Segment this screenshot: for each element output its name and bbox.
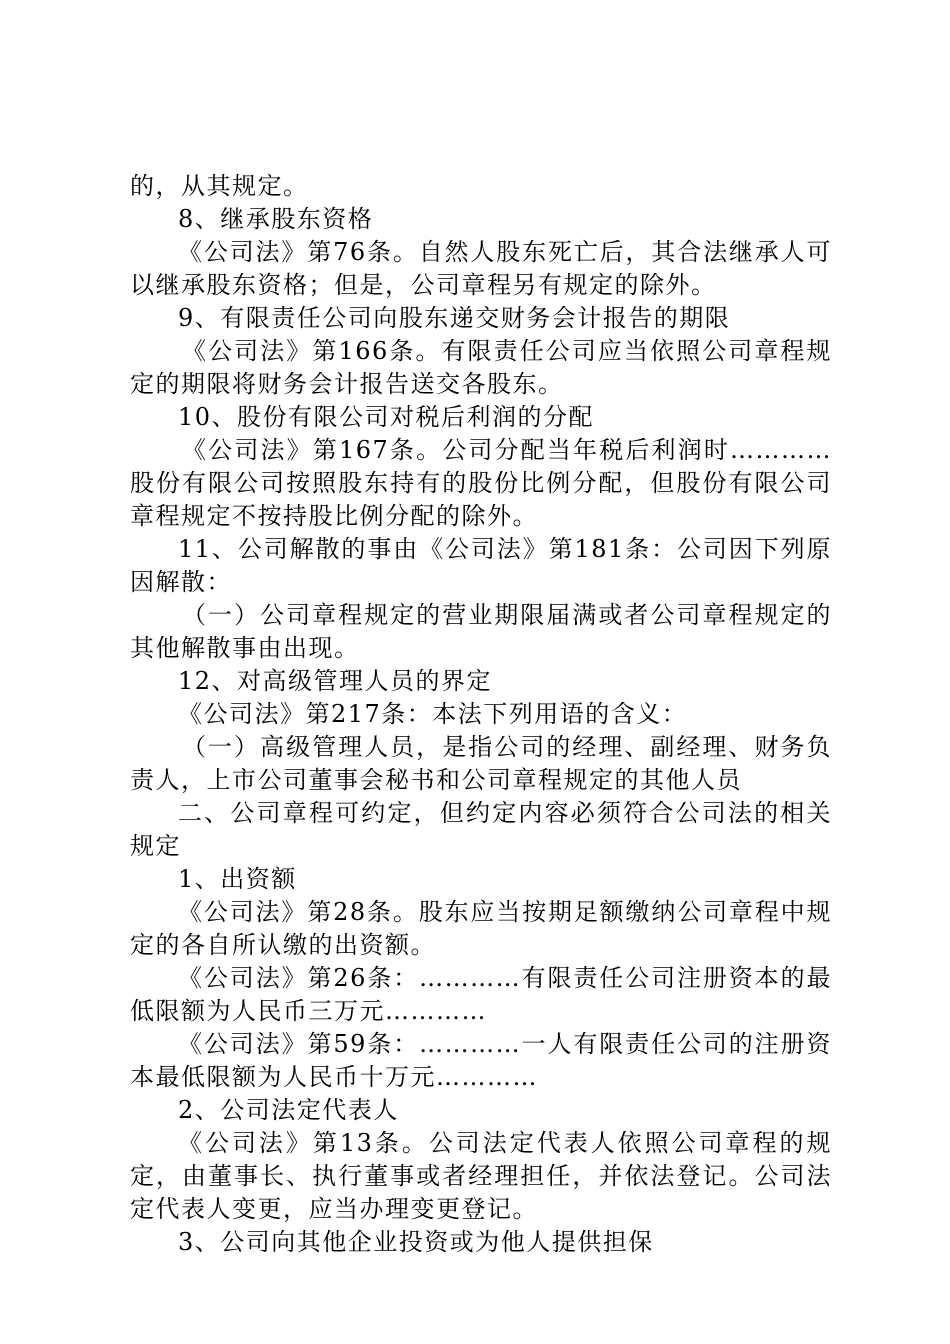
paragraph-article-76: 《公司法》第76条。自然人股东死亡后，其合法继承人可以继承股东资格；但是，公司章程另有规定的除外。 bbox=[130, 238, 832, 299]
paragraph-dissolution-reason: （一）公司章程规定的营业期限届满或者公司章程规定的其他解散事由出现。 bbox=[130, 601, 832, 662]
heading-item-11: 11、公司解散的事由《公司法》第181条：公司因下列原因解散： bbox=[130, 535, 832, 596]
paragraph-article-167: 《公司法》第167条。公司分配当年税后利润时…………股份有限公司按照股东持有的股份比例分配，但股份有限公司章程规定不按持股比例分配的除外。 bbox=[130, 436, 832, 530]
paragraph-article-217: 《公司法》第217条：本法下列用语的含义： bbox=[178, 700, 688, 728]
heading-item-8: 8、继承股东资格 bbox=[178, 205, 374, 233]
heading-investment-guarantee: 3、公司向其他企业投资或为他人提供担保 bbox=[178, 1228, 654, 1256]
heading-item-10: 10、股份有限公司对税后利润的分配 bbox=[178, 403, 595, 431]
paragraph-article-166: 《公司法》第166条。有限责任公司应当依照公司章程规定的期限将财务会计报告送交各股东。 bbox=[130, 337, 832, 398]
heading-item-9: 9、有限责任公司向股东递交财务会计报告的期限 bbox=[178, 304, 731, 332]
paragraph-article-13: 《公司法》第13条。公司法定代表人依照公司章程的规定，由董事长、执行董事或者经理担任，并依法登记。公司法定代表人变更，应当办理变更登记。 bbox=[130, 1129, 832, 1223]
heading-item-12: 12、对高级管理人员的界定 bbox=[178, 667, 493, 695]
paragraph-senior-management: （一）高级管理人员，是指公司的经理、副经理、财务负责人，上市公司董事会秘书和公司章程规定的其他人员 bbox=[130, 733, 832, 794]
paragraph-article-26: 《公司法》第26条：…………有限责任公司注册资本的最低限额为人民币三万元………… bbox=[130, 964, 832, 1025]
document-body bbox=[130, 170, 832, 1259]
paragraph-article-28: 《公司法》第28条。股东应当按期足额缴纳公司章程中规定的各自所认缴的出资额。 bbox=[130, 898, 832, 959]
section-heading-two: 二、公司章程可约定，但约定内容必须符合公司法的相关规定 bbox=[130, 799, 832, 860]
heading-legal-representative: 2、公司法定代表人 bbox=[178, 1096, 399, 1124]
paragraph-continuation: 的，从其规定。 bbox=[130, 172, 309, 200]
heading-capital-contribution: 1、出资额 bbox=[178, 865, 297, 893]
paragraph-article-59: 《公司法》第59条：…………一人有限责任公司的注册资本最低限额为人民币十万元………… bbox=[130, 1030, 832, 1091]
